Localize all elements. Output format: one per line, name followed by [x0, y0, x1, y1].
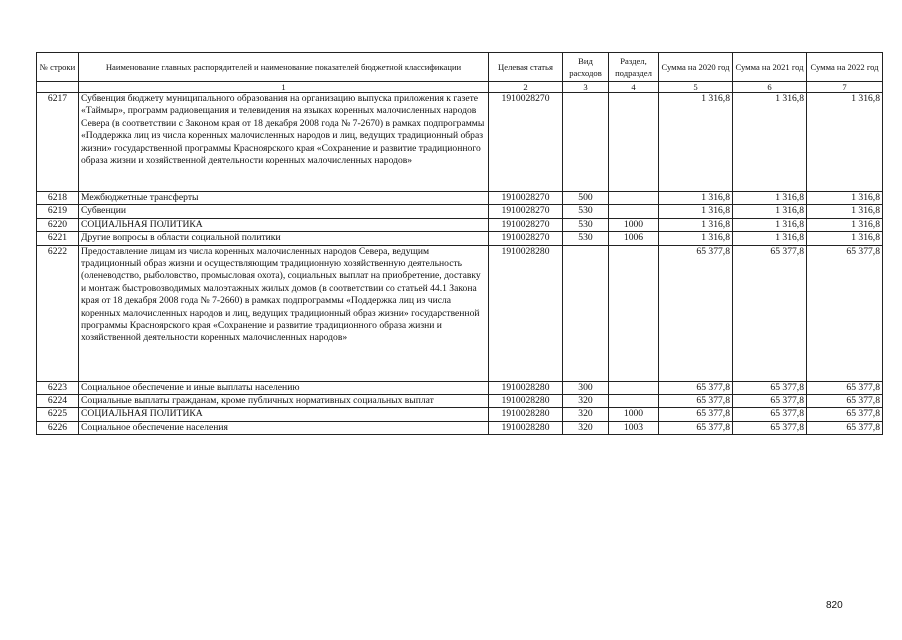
row-sum-2020: 1 316,8 [659, 205, 733, 218]
row-expense-type [563, 93, 609, 192]
row-sum-2021: 1 316,8 [733, 232, 807, 245]
page-number: 820 [826, 600, 843, 611]
table-row [37, 381, 883, 394]
header-sum-2021: Сумма на 2021 год [733, 53, 807, 82]
header-section: Раздел, подраздел [609, 53, 659, 82]
row-sum-2022: 65 377,8 [807, 381, 883, 394]
row-sum-2022: 65 377,8 [807, 245, 883, 381]
table-row [37, 245, 883, 381]
row-number: 6221 [37, 232, 79, 245]
row-section [609, 93, 659, 192]
row-target-article: 1910028280 [489, 381, 563, 394]
row-sum-2020: 65 377,8 [659, 395, 733, 408]
budget-table [36, 52, 883, 435]
row-name: Социальное обеспечение населения [79, 421, 489, 434]
header-target-article: Целевая статья [489, 53, 563, 82]
row-expense-type: 530 [563, 205, 609, 218]
row-number: 6223 [37, 381, 79, 394]
row-section [609, 205, 659, 218]
row-name: Субвенции [79, 205, 489, 218]
row-target-article: 1910028270 [489, 192, 563, 205]
table-row [37, 218, 883, 231]
row-sum-2022: 1 316,8 [807, 205, 883, 218]
header-expense-type: Вид расходов [563, 53, 609, 82]
row-expense-type: 300 [563, 381, 609, 394]
row-sum-2020: 65 377,8 [659, 421, 733, 434]
row-sum-2020: 65 377,8 [659, 245, 733, 381]
row-name: СОЦИАЛЬНАЯ ПОЛИТИКА [79, 218, 489, 231]
header-sum-2020: Сумма на 2020 год [659, 53, 733, 82]
row-target-article: 1910028280 [489, 395, 563, 408]
column-number: 1 [79, 82, 489, 93]
table-body [37, 93, 883, 435]
row-name: Предоставление лицам из числа коренных малочисленных народов Севера, ведущим традиционный образ жизни и осуществляющим традиционную хозяйственную деятельность (оленеводство, рыболовство, промысловая охота), социальных выплат на приобретение, доставку и монтаж быстровозводимых малоэтажных жилых домов (в соответствии со статьей 44.1 Закона края от 18 декабря 2008 года № 7-2660) в рамках подпрограммы «Поддержка лиц из числа коренных малочисленных народов и лиц, ведущих традиционный образ жизни» государственной программы Красноярского края «Сохранение и развитие традиционного образа жизни и хозяйственной деятельности коренных малочисленных народов» [79, 245, 489, 381]
row-sum-2020: 65 377,8 [659, 381, 733, 394]
column-number: 3 [563, 82, 609, 93]
row-number: 6220 [37, 218, 79, 231]
row-name: СОЦИАЛЬНАЯ ПОЛИТИКА [79, 408, 489, 421]
row-sum-2020: 1 316,8 [659, 232, 733, 245]
row-expense-type: 530 [563, 218, 609, 231]
row-expense-type: 500 [563, 192, 609, 205]
column-number-blank [37, 82, 79, 93]
row-section: 1000 [609, 408, 659, 421]
row-name: Субвенция бюджету муниципального образования на организацию выпуска приложения к газете «Таймыр», программ радиовещания и телевидения на языках коренных малочисленных народов Севера (в соответствии с Законом края от 18 декабря 2008 года № 7-2670) в рамках подпрограммы «Поддержка лиц из числа коренных малочисленных народов и лиц, ведущих традиционный образ жизни» государственной программы Красноярского края «Сохранение и развитие традиционного образа жизни и хозяйственной деятельности коренных малочисленных народов» [79, 93, 489, 192]
row-target-article: 1910028270 [489, 205, 563, 218]
row-expense-type: 320 [563, 421, 609, 434]
row-target-article: 1910028280 [489, 408, 563, 421]
row-section [609, 381, 659, 394]
row-sum-2021: 1 316,8 [733, 192, 807, 205]
row-sum-2021: 65 377,8 [733, 245, 807, 381]
row-sum-2022: 1 316,8 [807, 192, 883, 205]
row-sum-2021: 1 316,8 [733, 93, 807, 192]
table-row [37, 395, 883, 408]
row-sum-2021: 1 316,8 [733, 218, 807, 231]
table-row [37, 232, 883, 245]
row-expense-type: 530 [563, 232, 609, 245]
row-name: Социальные выплаты гражданам, кроме публичных нормативных социальных выплат [79, 395, 489, 408]
row-target-article: 1910028280 [489, 245, 563, 381]
table-header [37, 53, 883, 93]
row-section: 1006 [609, 232, 659, 245]
row-sum-2022: 65 377,8 [807, 408, 883, 421]
header-row [37, 53, 883, 82]
row-target-article: 1910028270 [489, 218, 563, 231]
row-expense-type: 320 [563, 395, 609, 408]
row-number: 6218 [37, 192, 79, 205]
row-number: 6217 [37, 93, 79, 192]
row-sum-2022: 65 377,8 [807, 421, 883, 434]
table-row [37, 408, 883, 421]
table-row [37, 192, 883, 205]
row-expense-type: 320 [563, 408, 609, 421]
row-name: Социальное обеспечение и иные выплаты населению [79, 381, 489, 394]
row-target-article: 1910028280 [489, 421, 563, 434]
row-section [609, 395, 659, 408]
row-number: 6224 [37, 395, 79, 408]
table-row [37, 93, 883, 192]
column-number: 2 [489, 82, 563, 93]
column-number-row [37, 82, 883, 93]
row-section [609, 245, 659, 381]
row-sum-2020: 1 316,8 [659, 93, 733, 192]
row-number: 6222 [37, 245, 79, 381]
row-sum-2022: 1 316,8 [807, 218, 883, 231]
table-row [37, 205, 883, 218]
row-sum-2021: 65 377,8 [733, 381, 807, 394]
row-sum-2021: 65 377,8 [733, 408, 807, 421]
row-sum-2021: 65 377,8 [733, 421, 807, 434]
row-number: 6219 [37, 205, 79, 218]
row-target-article: 1910028270 [489, 232, 563, 245]
row-number: 6225 [37, 408, 79, 421]
column-number: 7 [807, 82, 883, 93]
header-name: Наименование главных распорядителей и наименование показателей бюджетной классификации [79, 53, 489, 82]
row-sum-2022: 1 316,8 [807, 93, 883, 192]
header-row-number: № строки [37, 53, 79, 82]
row-section [609, 192, 659, 205]
row-expense-type [563, 245, 609, 381]
row-sum-2022: 1 316,8 [807, 232, 883, 245]
row-number: 6226 [37, 421, 79, 434]
row-sum-2021: 1 316,8 [733, 205, 807, 218]
column-number: 5 [659, 82, 733, 93]
row-sum-2020: 1 316,8 [659, 218, 733, 231]
row-name: Другие вопросы в области социальной политики [79, 232, 489, 245]
row-sum-2021: 65 377,8 [733, 395, 807, 408]
column-number: 4 [609, 82, 659, 93]
header-sum-2022: Сумма на 2022 год [807, 53, 883, 82]
table-row [37, 421, 883, 434]
row-sum-2022: 65 377,8 [807, 395, 883, 408]
row-sum-2020: 1 316,8 [659, 192, 733, 205]
row-section: 1000 [609, 218, 659, 231]
column-number: 6 [733, 82, 807, 93]
row-name: Межбюджетные трансферты [79, 192, 489, 205]
row-target-article: 1910028270 [489, 93, 563, 192]
row-section: 1003 [609, 421, 659, 434]
row-sum-2020: 65 377,8 [659, 408, 733, 421]
